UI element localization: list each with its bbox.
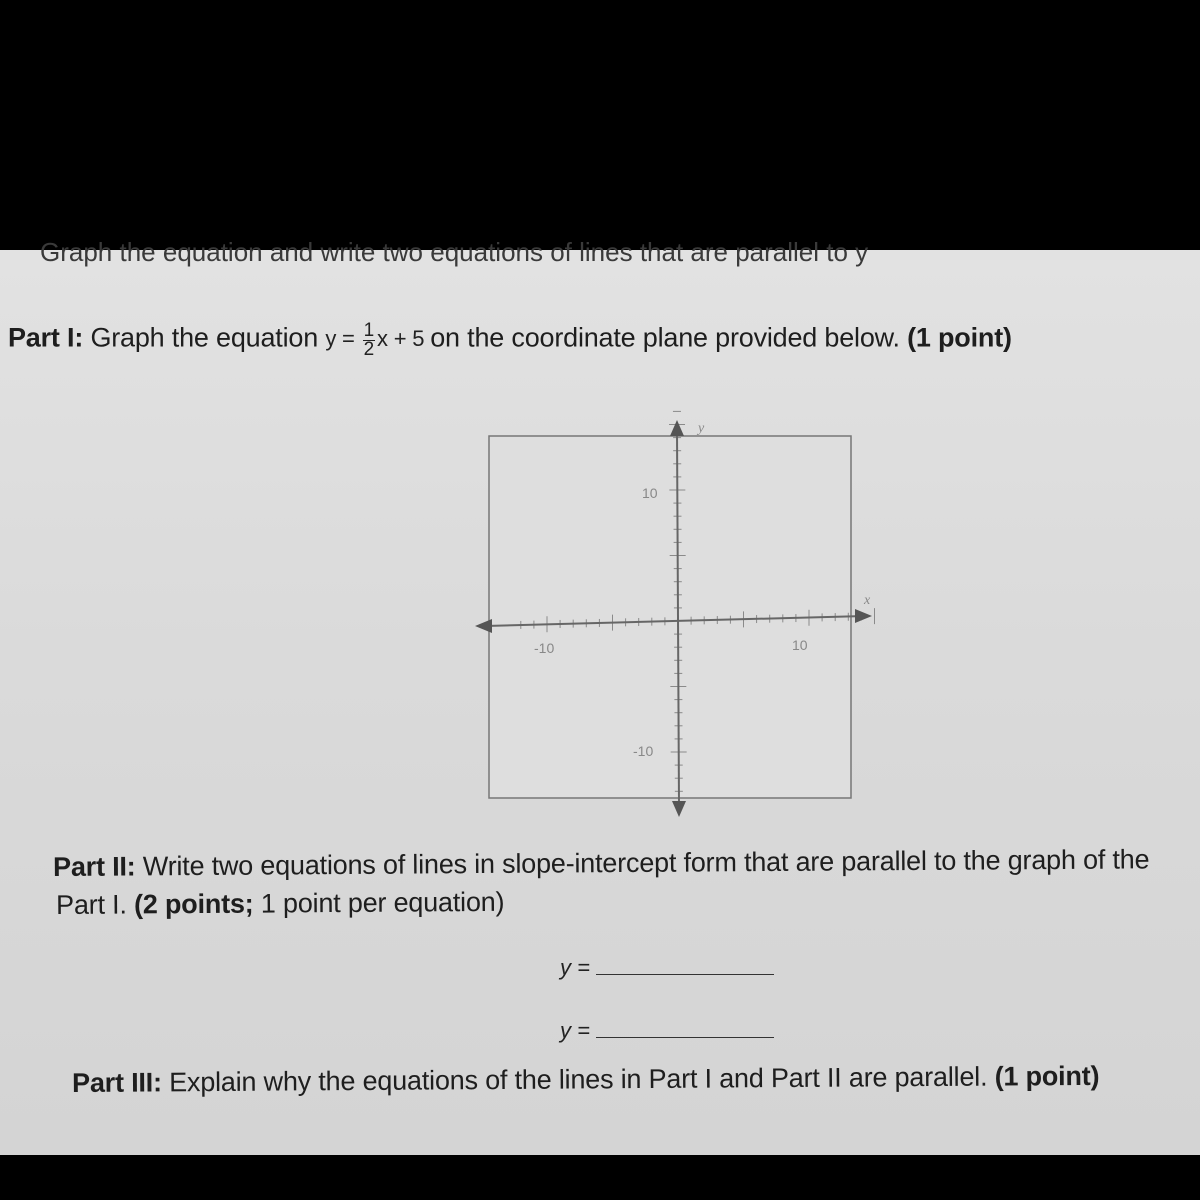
part2-text2: Part I. <box>56 889 127 920</box>
part3-label: Part III: <box>72 1067 162 1098</box>
part2-label: Part II: <box>53 851 136 882</box>
part1-question <box>8 322 1012 359</box>
x-axis-left-arrow <box>475 619 492 633</box>
part2-text: Write two equations of lines in slope-intercept form that are parallel to the graph of the <box>142 844 1150 882</box>
part1-points: (1 point) <box>907 322 1012 353</box>
worksheet-page <box>0 237 1200 1155</box>
coordinate-plane[interactable] <box>470 418 880 818</box>
fraction-numerator: 1 <box>363 320 374 341</box>
x-axis-label: x <box>864 593 871 608</box>
part2-question <box>53 844 1150 883</box>
part3-text: Explain why the equations of the lines in Part I and Part II are parallel. <box>169 1061 988 1098</box>
part1-text-after: on the coordinate plane provided below. <box>430 322 900 353</box>
answer-prefix: y = <box>560 955 590 980</box>
part2-points-rest: 1 point per equation) <box>260 886 505 919</box>
equation-fraction <box>363 322 375 359</box>
y-tick-label-pos: 10 <box>642 485 658 501</box>
cutoff-text: Graph the equation and write two equations of lines that are parallel to y <box>40 237 869 267</box>
answer-line-1[interactable] <box>560 955 774 981</box>
fraction-denominator: 2 <box>363 339 374 360</box>
cutoff-previous-line <box>0 237 1200 267</box>
answer-blank[interactable] <box>596 1037 774 1038</box>
answer-prefix: y = <box>560 1018 590 1043</box>
part3-points: (1 point) <box>994 1060 1100 1092</box>
part2-points-bold: (2 points; <box>133 888 254 920</box>
answer-blank[interactable] <box>596 974 774 975</box>
x-tick-label-pos: 10 <box>792 637 808 653</box>
equation-y: y = <box>325 326 355 352</box>
part2-question-line2 <box>56 887 504 921</box>
y-axis-down-arrow <box>672 801 686 817</box>
part1-label: Part I: <box>8 322 84 353</box>
equation-rest: x + 5 <box>377 326 425 352</box>
part1-equation <box>325 320 430 360</box>
y-tick-label-neg: -10 <box>633 743 654 759</box>
x-axis-right-arrow <box>855 609 872 623</box>
part1-text-before: Graph the equation <box>90 322 319 353</box>
answer-line-2[interactable] <box>560 1018 774 1044</box>
x-tick-label-neg: -10 <box>534 640 555 656</box>
part3-question <box>72 1061 1099 1099</box>
y-axis-label: y <box>698 421 705 436</box>
y-axis-up-arrow <box>670 420 684 436</box>
